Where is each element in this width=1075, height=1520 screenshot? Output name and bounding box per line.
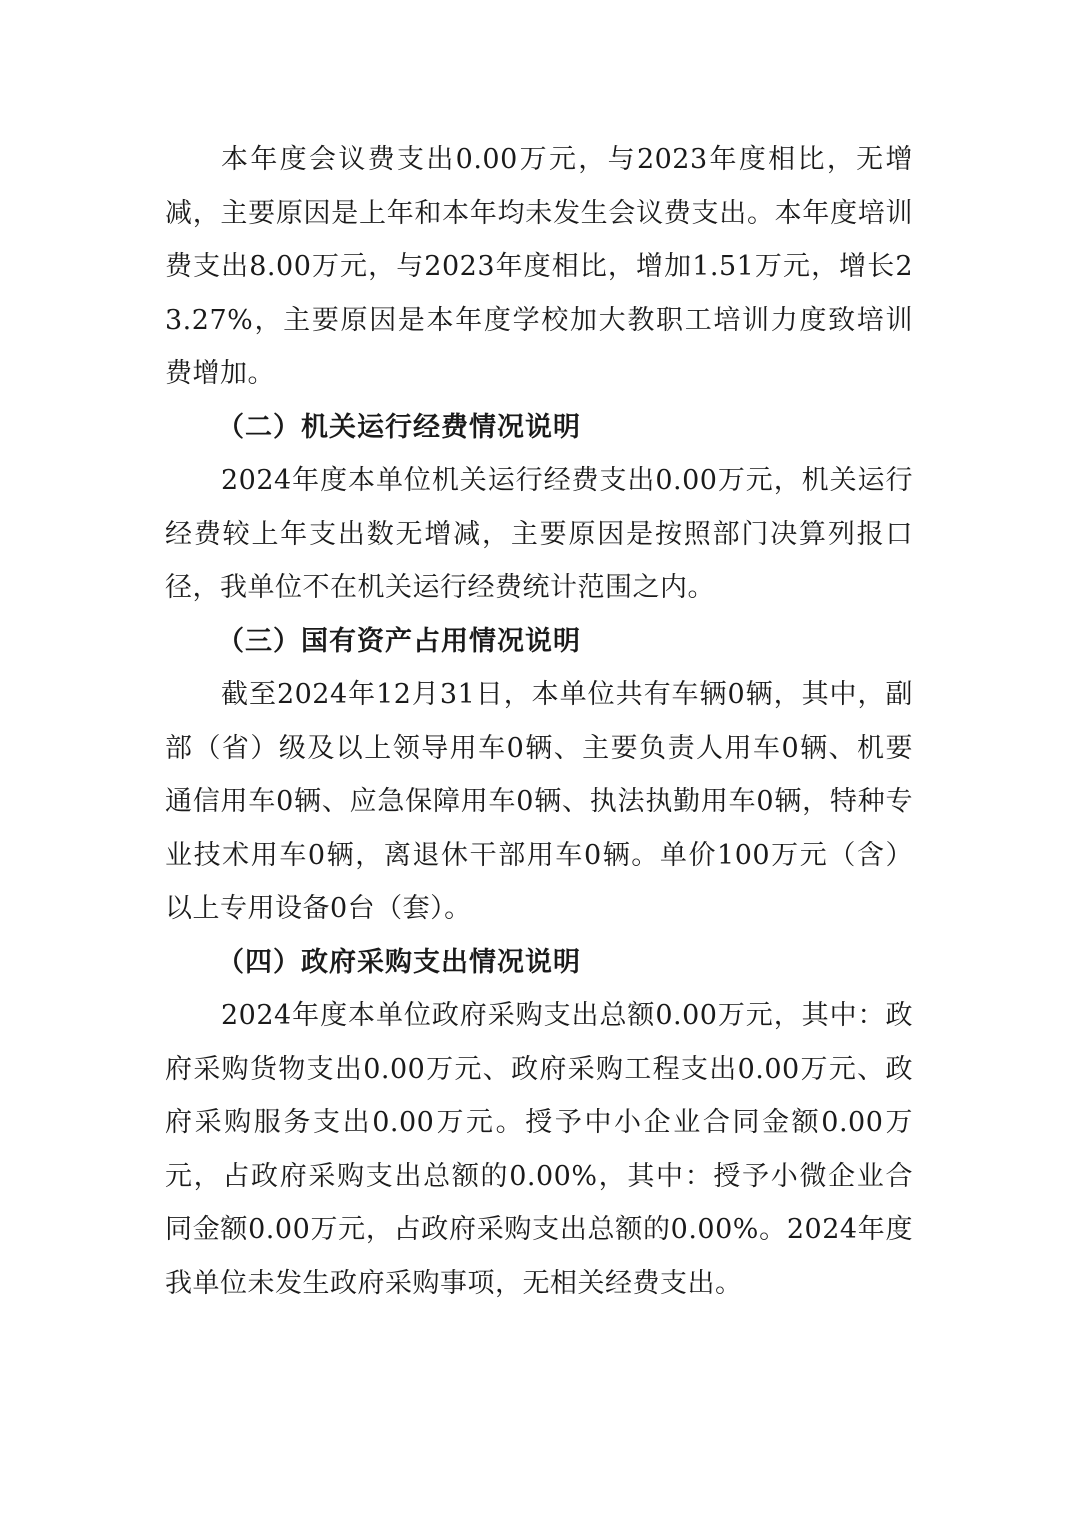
paragraph-procurement: 2024年度本单位政府采购支出总额0.00万元，其中：政府采购货物支出0.00万元、政府采购工程支出0.00万元、政府采购服务支出0.00万元。授予中小企业合同金额0.00万元，占政府采购支出总额的0.00%，其中：授予小微企业合同金额0.00万元，占政府采购支出总额的0.00%。2024年度我单位未发生政府采购事项，无相关经费支出。 [165, 1000, 913, 1299]
section-heading-procurement: （四）政府采购支出情况说明 [217, 946, 581, 978]
paragraph-operating-expenses: 2024年度本单位机关运行经费支出0.00万元，机关运行经费较上年支出数无增减，主要原因是按照部门决算列报口径，我单位不在机关运行经费统计范围之内。 [165, 465, 913, 603]
section-heading-state-assets: （三）国有资产占用情况说明 [217, 625, 581, 657]
document-page [165, 133, 913, 1310]
section-heading-operating-expenses: （二）机关运行经费情况说明 [217, 411, 581, 443]
paragraph-meeting-training-fees: 本年度会议费支出0.00万元，与2023年度相比，无增减，主要原因是上年和本年均未发生会议费支出。本年度培训费支出8.00万元，与2023年度相比，增加1.51万元，增长23.27%，主要原因是本年度学校加大教职工培训力度致培训费增加。 [165, 144, 913, 389]
paragraph-state-assets: 截至2024年12月31日，本单位共有车辆0辆，其中，副部（省）级及以上领导用车0辆、主要负责人用车0辆、机要通信用车0辆、应急保障用车0辆、执法执勤用车0辆，特种专业技术用车0辆，离退休干部用车0辆。单价100万元（含）以上专用设备0台（套）。 [165, 679, 913, 924]
